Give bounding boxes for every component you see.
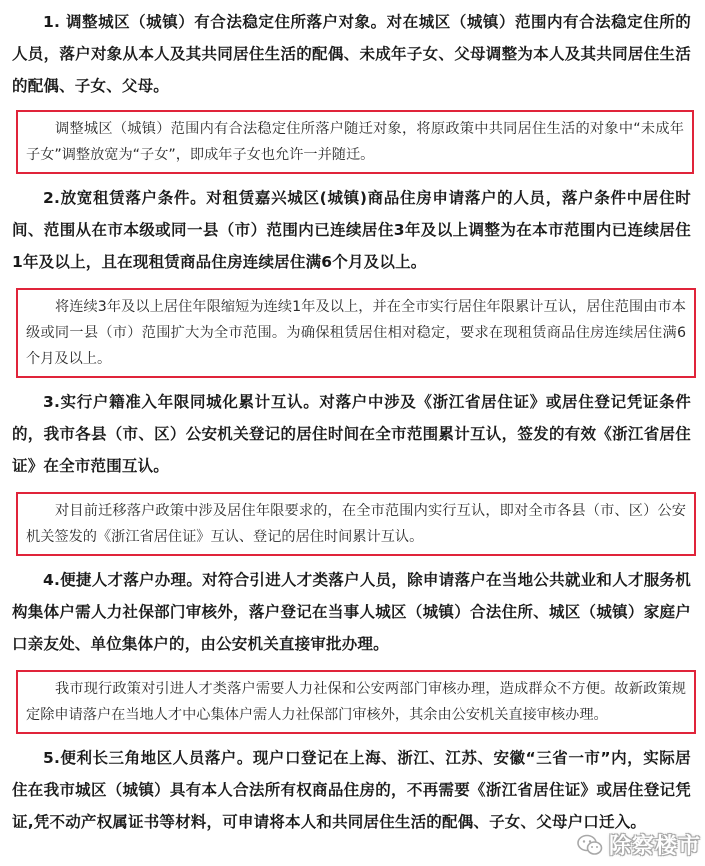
policy-heading-5: 5.便利长三角地区人员落户。现户口登记在上海、浙江、江苏、安徽“三省一市”内，实际居住在我市城区（城镇）具有本人合法所有权商品住房的，不再需要《浙江省居住证》或居住登记凭证,凭不动产权属证书等材料，可申请将本人和共同居住生活的配偶、子女、父母户口迁入。 xyxy=(12,749,691,831)
watermark-text: 除察楼市 xyxy=(608,834,701,859)
policy-heading-3: 3.实行户籍准入年限同城化累计互认。对落户中涉及《浙江省居住证》或居住登记凭证条件的，我市各县（市、区）公安机关登记的居住时间在全市范围累计互认，签发的有效《浙江省居住证》在全市范围互认。 xyxy=(12,393,691,475)
policy-item-4 xyxy=(12,564,691,734)
wechat-icon xyxy=(577,834,603,856)
policy-heading-2: 2.放宽租赁落户条件。对租赁嘉兴城区(城镇)商品住房申请落户的人员，落户条件中居住时间、范围从在市本级或同一县（市）范围内已连续居住3年及以上调整为在本市范围内已连续居住1年及以上，且在现租赁商品住房连续居住满6个月及以上。 xyxy=(12,189,691,271)
policy-note-2: 将连续3年及以上居住年限缩短为连续1年及以上，并在全市实行居住年限累计互认，居住范围由市本级或同一县（市）范围扩大为全市范围。为确保租赁居住相对稳定，要求在现租赁商品住房连续居住满6个月及以上。 xyxy=(16,288,696,378)
policy-item-1 xyxy=(12,6,691,174)
policy-item-2 xyxy=(12,182,691,378)
policy-note-1: 调整城区（城镇）范围内有合法稳定住所落户随迁对象，将原政策中共同居住生活的对象中“未成年子女”调整放宽为“子女”，即成年子女也允许一并随迁。 xyxy=(16,110,694,174)
watermark xyxy=(577,829,701,860)
policy-note-4: 我市现行政策对引进人才类落户需要人力社保和公安两部门审核办理，造成群众不方便。故新政策规定除申请落户在当地人才中心集体户需人力社保部门审核外，其余由公安机关直接审核办理。 xyxy=(16,670,696,734)
policy-note-3: 对目前迁移落户政策中涉及居住年限要求的，在全市范围内实行互认，即对全市各县（市、区）公安机关签发的《浙江省居住证》互认、登记的居住时间累计互认。 xyxy=(16,492,696,556)
policy-item-5 xyxy=(12,742,691,838)
policy-heading-1: 1. 调整城区（城镇）有合法稳定住所落户对象。对在城区（城镇）范围内有合法稳定住所的人员，落户对象从本人及其共同居住生活的配偶、未成年子女、父母调整为本人及其共同居住生活的配偶、子女、父母。 xyxy=(12,13,691,95)
policy-heading-4: 4.便捷人才落户办理。对符合引进人才类落户人员，除申请落户在当地公共就业和人才服务机构集体户需人力社保部门审核外，落户登记在当事人城区（城镇）合法住所、城区（城镇）家庭户口亲友处、单位集体户的，由公安机关直接审批办理。 xyxy=(12,571,691,653)
policy-item-3 xyxy=(12,386,691,556)
